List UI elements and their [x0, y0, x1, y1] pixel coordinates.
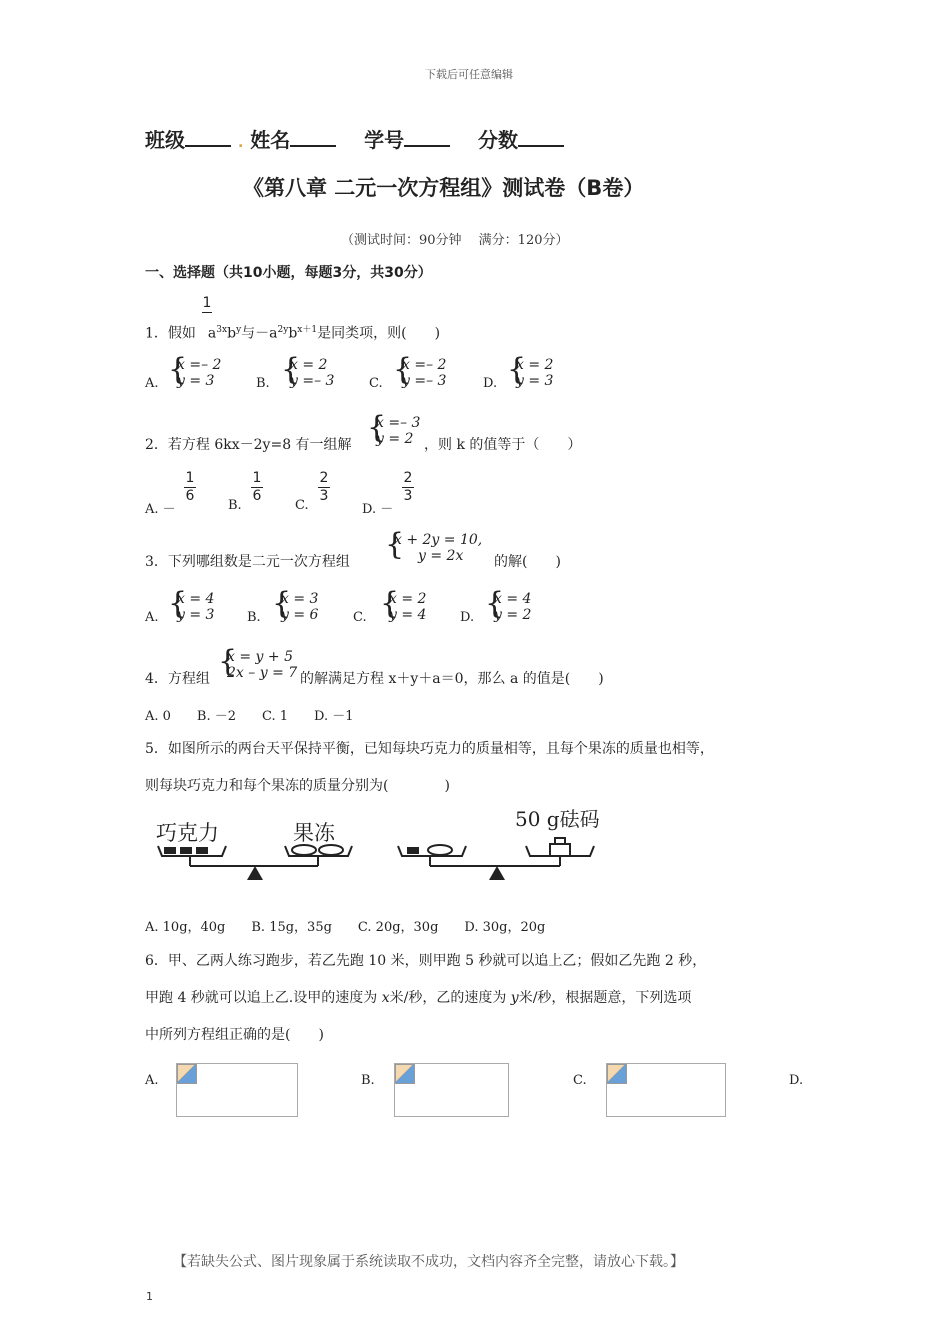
- q6-option-d-label: D.: [789, 1073, 804, 1088]
- section-heading: 一、选择题（共10小题，每题3分，共30分）: [145, 265, 432, 281]
- q3-option-c-label: C.: [353, 610, 367, 625]
- q3-stem-suffix: 的解( ): [494, 554, 561, 570]
- q3-stem-prefix: 3．下列哪组数是二元一次方程组: [145, 554, 350, 570]
- score-blank: [518, 129, 564, 147]
- page-title: 《第八章 二元一次方程组》测试卷（B卷）: [243, 176, 645, 200]
- page-subtitle: （测试时间：90分钟 满分：120分）: [341, 233, 569, 248]
- q6-option-b-label: B.: [361, 1073, 375, 1088]
- q1-option-c-label: C.: [369, 376, 383, 391]
- footer-note: 【若缺失公式、图片现象属于系统读取不成功，文档内容齐全完整，请放心下载。】: [173, 1254, 684, 1270]
- q4-options: A. 0 B. －2 C. 1 D. －1: [145, 709, 354, 724]
- q5-stem-line2: 则每块巧克力和每个果冻的质量分别为( ): [145, 778, 450, 794]
- q2-option-c-label: C.: [295, 498, 309, 513]
- id-label: 学号: [364, 128, 405, 152]
- q6-stem-line1: 6．甲、乙两人练习跑步，若乙先跑 10 米，则甲跑 5 秒就可以追上乙；假如乙先跑 2 秒，: [145, 953, 707, 969]
- q4-stem-prefix: 4．方程组: [145, 671, 210, 687]
- broken-image-icon: [395, 1064, 415, 1084]
- name-label: 姓名: [250, 128, 291, 152]
- header-note: 下载后可任意编辑: [425, 68, 513, 81]
- q1-stem: 1．假如 $a^{3x}b^y$与$-a^{2y}b^{x+1}$是同类项，则( ): [145, 325, 441, 342]
- q2-stem-suffix: ，则 k 的值等于（ ）: [424, 437, 582, 453]
- broken-image-icon: [607, 1064, 627, 1084]
- q5-options: A. 10g，40g B. 15g，35g C. 20g，30g D. 30g，20g: [145, 920, 546, 935]
- q2-option-c-fraction: 2 3: [319, 470, 329, 504]
- q2-option-b-label: B.: [228, 498, 242, 513]
- name-blank: [290, 129, 336, 147]
- q1-option-d-label: D.: [483, 376, 498, 391]
- q2-option-a-fraction: 1 6: [185, 470, 195, 504]
- q6-option-c-label: C.: [573, 1073, 587, 1088]
- label-chocolate: 巧克力: [156, 821, 219, 845]
- page-number: 1: [146, 1290, 153, 1303]
- id-blank: [404, 129, 450, 147]
- q6-option-a-label: A.: [145, 1073, 159, 1088]
- q5-stem-line1: 5．如图所示的两台天平保持平衡，已知每块巧克力的质量相等，且每个果冻的质量也相等，: [145, 741, 714, 757]
- label-weight: 50 g砝码: [515, 807, 600, 831]
- q3-option-a-label: A.: [145, 610, 159, 625]
- q6-stem-line3: 中所列方程组正确的是( ): [145, 1027, 324, 1043]
- q6-stem-line2: 甲跑 4 秒就可以追上乙.设甲的速度为 x米/秒，乙的速度为 y米/秒，根据题意，下列选项: [145, 990, 692, 1006]
- q3-option-d-label: D.: [460, 610, 475, 625]
- q2-option-a-label: A. －: [145, 502, 176, 517]
- class-label: 班级: [145, 128, 185, 152]
- q3-option-b-label: B.: [247, 610, 261, 625]
- q2-option-b-fraction: 1 6: [252, 470, 262, 504]
- q2-option-d-fraction: 2 3: [403, 470, 413, 504]
- label-jelly: 果冻: [293, 821, 335, 845]
- q6-option-b-image: [394, 1063, 509, 1117]
- q1-option-b-label: B.: [256, 376, 270, 391]
- q2-option-d-label: D. －: [362, 502, 394, 517]
- class-blank: [185, 129, 231, 147]
- broken-image-icon: [177, 1064, 197, 1084]
- q5-balance-figure: [150, 800, 610, 888]
- q1-fraction: 1: [202, 295, 212, 311]
- info-line: 班级 . 姓名 学号 分数: [145, 124, 564, 153]
- q6-option-c-image: [606, 1063, 726, 1117]
- q4-stem-suffix: 的解满足方程 x＋y＋a＝0，那么 a 的值是( ): [300, 671, 604, 687]
- score-label: 分数: [477, 128, 518, 152]
- q1-option-a-label: A.: [145, 376, 159, 391]
- scale-left-pans: [158, 845, 352, 880]
- q2-stem-prefix: 2．若方程 6kx－2y=8 有一组解: [145, 437, 352, 453]
- q6-option-a-image: [176, 1063, 298, 1117]
- scale-right-pans: [398, 838, 594, 880]
